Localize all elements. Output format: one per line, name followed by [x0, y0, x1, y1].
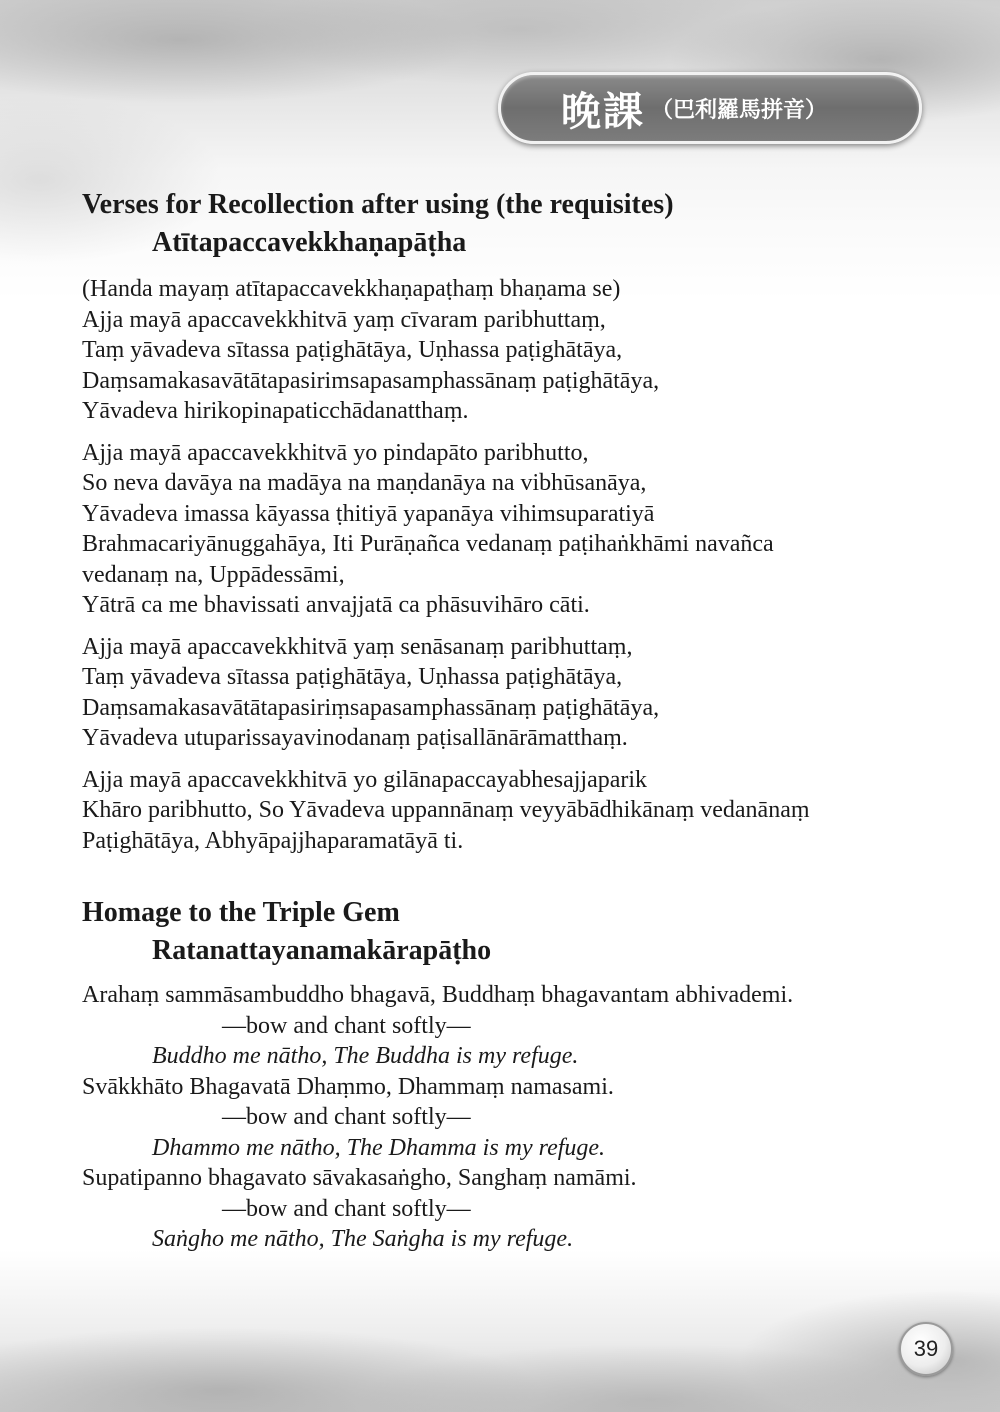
verse-line: Yāvadeva imassa kāyassa ṭhitiyā yapanāya vihimsuparatiyā [82, 500, 655, 527]
chapter-title: 晚課 [561, 88, 645, 135]
verse-paragraph-4 [82, 765, 942, 857]
verse-paragraph-1 [82, 274, 942, 427]
chant-instruction: —bow and chant softly— [222, 1012, 471, 1039]
section2-subtitle: Ratanattayanamakārapāṭho [152, 935, 492, 966]
verse-line: Ajja mayā apaccavekkhitvā yaṃ cīvaram paribhuttaṃ, [82, 306, 606, 333]
verse-line: Ajja mayā apaccavekkhitvā yaṃ senāsanaṃ paribhuttaṃ, [82, 633, 633, 660]
verse-line: Yātrā ca me bhavissati anvajjatā ca phāsuvihāro cāti. [82, 592, 590, 618]
page-number-badge [899, 1322, 953, 1376]
verse-line: Taṃ yāvadeva sītassa paṭighātāya, Uṇhassa paṭighātāya, [82, 664, 623, 690]
chapter-subtitle: （巴利羅馬拼音） [651, 97, 828, 123]
verse-paragraph-2 [82, 438, 942, 621]
refuge-translation: Saṅgho me nātho, The Saṅgha is my refuge. [152, 1226, 574, 1252]
verse-line: Khāro paribhutto, So Yāvadeva uppannānaṃ veyyābādhikānaṃ vedanānaṃ [82, 797, 810, 823]
refuge-translation: Dhammo me nātho, The Dhamma is my refuge. [152, 1134, 606, 1161]
section2-title: Homage to the Triple Gem [82, 897, 400, 928]
section1-subtitle: Atītapaccavekkhaṇapāṭha [152, 227, 467, 258]
verse-line: So neva davāya na madāya na maṇdanāya na vibhūsanāya, [82, 470, 647, 496]
verse-line: vedanaṃ na, Uppādessāmi, [82, 561, 345, 588]
page-number: 39 [913, 1336, 939, 1361]
verse-paragraph-3 [82, 632, 942, 754]
verse-line: Ajja mayā apaccavekkhitvā yo pindapāto paribhutto, [82, 439, 589, 466]
homage-verses [82, 980, 942, 1255]
verse-line: Daṃsamakasavātātapasirimsapasamphassānaṃ paṭighātāya, [82, 367, 660, 394]
verse-line: Yāvadeva utuparissayavinodanaṃ paṭisallānārāmatthaṃ. [82, 725, 628, 751]
verse-line: Paṭighātāya, Abhyāpajjhaparamatāyā ti. [82, 827, 464, 854]
section1-title: Verses for Recollection after using (the requisites) [82, 189, 674, 220]
homage-line: Supatipanno bhagavato sāvakasaṅgho, Sanghaṃ namāmi. [82, 1165, 637, 1191]
refuge-translation: Buddho me nātho, The Buddha is my refuge. [152, 1043, 579, 1069]
verse-line: Taṃ yāvadeva sītassa paṭighātāya, Uṇhassa paṭighātāya, [82, 337, 623, 363]
verse-line: Daṃsamakasavātātapasiriṃsapasamphassānaṃ paṭighātāya, [82, 694, 660, 721]
chapter-header-badge [498, 72, 922, 144]
chant-instruction: —bow and chant softly— [222, 1104, 471, 1130]
verse-line: Brahmacariyānuggahāya, Iti Purāṇañca vedanaṃ paṭihaṅkhāmi navañca [82, 531, 774, 557]
verse-line: (Handa mayaṃ atītapaccavekkhaṇapaṭhaṃ bhaṇama se) [82, 276, 621, 302]
page-content [82, 186, 942, 1255]
verse-line: Yāvadeva hirikopinapaticchādanatthaṃ. [82, 398, 469, 424]
homage-line: Arahaṃ sammāsambuddho bhagavā, Buddhaṃ bhagavantam abhivademi. [82, 982, 794, 1008]
verse-line: Ajja mayā apaccavekkhitvā yo gilānapaccayabhesajjaparik [82, 766, 648, 793]
chant-instruction: —bow and chant softly— [222, 1195, 471, 1222]
homage-line: Svākkhāto Bhagavatā Dhaṃmo, Dhammaṃ namasami. [82, 1073, 614, 1100]
